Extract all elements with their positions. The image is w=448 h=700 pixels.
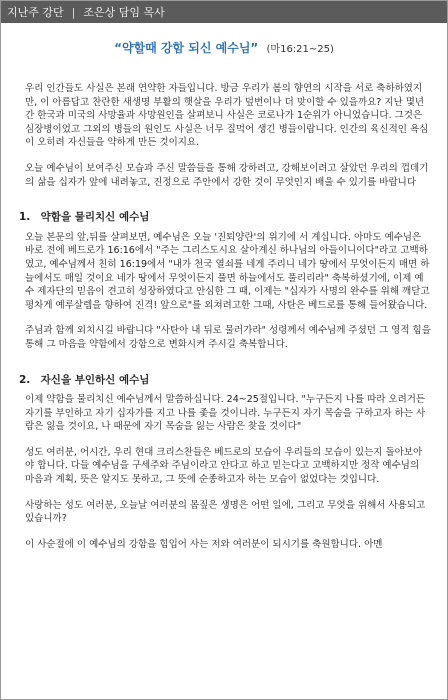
section-1-number: 1. bbox=[19, 211, 31, 224]
intro-paragraph-2: 오늘 예수님이 보여주신 모습과 주신 말씀들을 통해 강하려고, 강해보이려고 살았던 우리의 껍데기의 삶을 십자가 앞에 내려놓고, 진정으로 주안에서 강한 것이 무엇인지 배울 수 있기를 바랍니다 bbox=[25, 162, 429, 188]
section-1-paragraph-1: 오늘 본문의 앞,뒤를 살펴보면, 예수님은 오늘 '진퇴양란'의 위기에 서 계십니다. 아마도 예수님은 바로 전에 베드로가 16:16에서 "주는 그리스도시요 살아계신 하나님의 아들이니이다"라고 고백하였고, 예수님께서 친히 16:19에서 "내가 천국 열쇠를 네게 주리니 네가 땅에서 무엇이든지 매면 하늘에서도 매일 것이요 네가 땅에서 무엇이든지 풀면 하늘에서도 풀리리라" 축복하셨기에, 이제 예수 제자단의 믿음이 견고히 성장하였다고 안심한 그 때, 이제는 "십자가 사명의 완수를 위해 깨닫고 평차게 예루살렘을 향하여 진격! 앞으로"를 외쳐려고한 그때, 사탄은 베드로를 통해 들어왔습니다. bbox=[25, 231, 430, 311]
sermon-body bbox=[1, 82, 447, 551]
intro-paragraph-1: 우리 인간들도 사실은 본래 연약한 자들입니다. 방금 우리가 봄의 향연의 시작을 서로 축하하였지만, 이 아름답고 찬란한 새생명 부활의 햇살을 우리가 덮번이나 더 맞이할 수 있을까요? 지난 몇년간 한국과 미국의 사망율과 사망원인을 살펴보니 사실은 코로나가 1순위가 아니었습니다. 그것은 심장병이었고 그외의 병들의 원인도 사실은 너무 질먹어 생긴 병들이랍니다. 인간의 육신적인 욕심이 오히려 자신들을 약하게 만든 것이지요. bbox=[25, 83, 429, 149]
section-2-heading bbox=[19, 374, 431, 388]
header-separator: | bbox=[71, 5, 76, 19]
author-label: 조은상 담임 목사 bbox=[83, 6, 165, 19]
section-1-title: 약함을 물리치신 예수님 bbox=[40, 211, 150, 224]
section-1-heading bbox=[19, 211, 431, 225]
closing-paragraph-1: 성도 여러분, 어시간, 우리 현대 크리스찬들은 베드로의 모습이 우리들의 모습이 있는지 돌아보아야 합니다. 다들 예수님을 구세주와 주님이라고 안다고 하고 믿는다고 고백하지만 정작 예수님의 마음과 계획, 뜻은 알지도 못하고, 그 뜻에 순종하고자 하는 모습이 없었다는 것입니다. bbox=[25, 446, 423, 486]
section-2-number: 2. bbox=[19, 373, 31, 386]
site-label[interactable]: 지난주 강단 bbox=[7, 6, 64, 19]
scripture-reference: (마16:21~25) bbox=[266, 44, 334, 55]
closing-paragraph-3: 이 사순절에 이 예수님의 강함을 힘입어 사는 저와 여러분이 되시기를 축원합니다. 아멘 bbox=[25, 538, 383, 550]
header-bar bbox=[1, 1, 447, 23]
section-2-paragraph-1: 이제 약함을 물리치신 예수님께서 말씀하십니다. 24~25절입니다. "누구든지 나를 따라 오려거든 자기를 부인하고 자기 십자가를 지고 나를 좇을 것이니라. 누구든지 자기 목숨을 구하고자 하는 사람은 잃을 것이요, 나 때문에 자기 목숨을 잃는 사람은 찾을 것이다" bbox=[25, 394, 426, 433]
section-2-title: 자신을 부인하신 예수님 bbox=[40, 373, 150, 386]
sermon-title: “약할때 강함 되신 예수님” bbox=[114, 41, 259, 55]
section-1-paragraph-2: 주님과 함께 외치시길 바랍니다 "사탄아 내 뒤로 물러가라" 성령께서 예수님께 주셨던 그 영적 힘을 통해 그 마음을 약함에서 강함으로 변화시켜 주시길 축복합니다. bbox=[25, 325, 431, 350]
sermon-title-row bbox=[1, 39, 447, 56]
closing-paragraph-2: 사랑하는 성도 여러분, 오늘날 여러분의 몸짚은 생명은 어떤 일에, 그리고 무엇을 위해서 사용되고 있습니까? bbox=[25, 499, 426, 525]
